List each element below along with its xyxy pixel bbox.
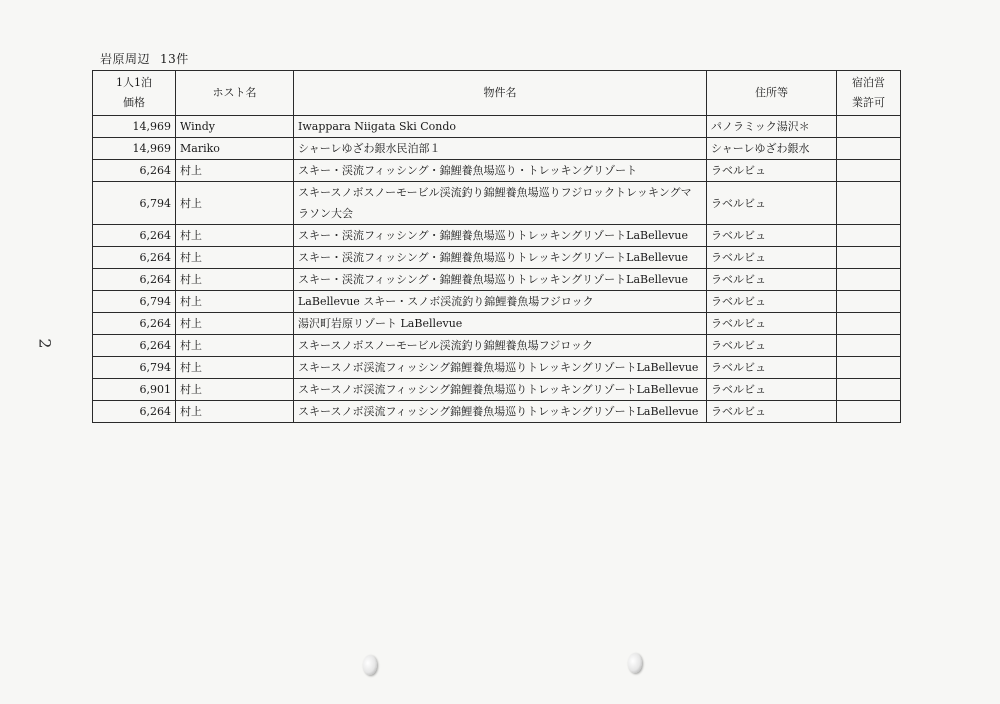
table-header-row — [93, 71, 901, 116]
license-cell — [837, 379, 901, 401]
price-cell: 14,969 — [93, 138, 176, 160]
host-cell: 村上 — [176, 247, 294, 269]
host-cell: 村上 — [176, 401, 294, 423]
host-cell: 村上 — [176, 357, 294, 379]
license-cell — [837, 335, 901, 357]
address-cell: ラベルビュ — [707, 160, 837, 182]
property-name-cell: スキー・渓流フィッシング・錦鯉養魚場巡り・トレッキングリゾート — [294, 160, 707, 182]
property-name-cell: LaBellevue スキー・スノボ渓流釣り錦鯉養魚場フジロック — [294, 291, 707, 313]
property-name-cell: スキー・渓流フィッシング・錦鯉養魚場巡りトレッキングリゾートLaBellevue — [294, 225, 707, 247]
section-title: 岩原周辺 — [100, 52, 151, 66]
header-price — [93, 71, 176, 116]
address-cell: ラベルビュ — [707, 225, 837, 247]
host-cell: 村上 — [176, 291, 294, 313]
table-row — [93, 401, 901, 423]
property-name-cell: Iwappara Niigata Ski Condo — [294, 116, 707, 138]
license-cell — [837, 269, 901, 291]
host-cell: 村上 — [176, 160, 294, 182]
price-cell: 6,264 — [93, 160, 176, 182]
price-cell: 6,264 — [93, 313, 176, 335]
address-cell: ラベルビュ — [707, 269, 837, 291]
table-row — [93, 269, 901, 291]
address-cell: ラベルビュ — [707, 357, 837, 379]
address-cell: ラベルビュ — [707, 182, 837, 225]
property-name-cell: シャーレゆざわ銀水民泊部１ — [294, 138, 707, 160]
table-row — [93, 247, 901, 269]
host-cell: 村上 — [176, 313, 294, 335]
header-license-line1: 宿泊営 — [852, 76, 885, 89]
table-row — [93, 116, 901, 138]
header-property: 物件名 — [294, 71, 707, 116]
address-cell: ラベルビュ — [707, 379, 837, 401]
price-cell: 6,794 — [93, 291, 176, 313]
host-cell: 村上 — [176, 379, 294, 401]
address-cell: ラベルビュ — [707, 247, 837, 269]
license-cell — [837, 116, 901, 138]
header-price-line1: 1人1泊 — [116, 76, 152, 89]
host-cell: 村上 — [176, 225, 294, 247]
address-cell: ラベルビュ — [707, 335, 837, 357]
property-name-cell: スキースノボ渓流フィッシング錦鯉養魚場巡りトレッキングリゾートLaBellevue — [294, 401, 707, 423]
price-cell: 6,794 — [93, 357, 176, 379]
license-cell — [837, 182, 901, 225]
host-cell: Mariko — [176, 138, 294, 160]
price-cell: 6,264 — [93, 225, 176, 247]
table-row — [93, 379, 901, 401]
header-license — [837, 71, 901, 116]
listing-count: 13件 — [160, 52, 189, 66]
header-license-line2: 業許可 — [852, 96, 885, 109]
property-name-cell: スキー・渓流フィッシング・錦鯉養魚場巡りトレッキングリゾートLaBellevue — [294, 269, 707, 291]
license-cell — [837, 160, 901, 182]
address-cell: ラベルビュ — [707, 313, 837, 335]
table-row — [93, 357, 901, 379]
license-cell — [837, 225, 901, 247]
host-cell: Windy — [176, 116, 294, 138]
punch-hole-right — [628, 653, 642, 673]
punch-hole-left — [363, 655, 377, 675]
table-row — [93, 313, 901, 335]
listing-table — [92, 70, 901, 423]
price-cell: 6,264 — [93, 335, 176, 357]
page-number-mark: 2 — [35, 338, 55, 349]
price-cell: 6,794 — [93, 182, 176, 225]
table-row — [93, 182, 901, 225]
header-host: ホスト名 — [176, 71, 294, 116]
address-cell: シャーレゆざわ銀水 — [707, 138, 837, 160]
address-cell: ラベルビュ — [707, 291, 837, 313]
license-cell — [837, 313, 901, 335]
table-body — [93, 116, 901, 423]
property-name-cell: 湯沢町岩原リゾート LaBellevue — [294, 313, 707, 335]
host-cell: 村上 — [176, 269, 294, 291]
price-cell: 14,969 — [93, 116, 176, 138]
address-cell: ラベルビュ — [707, 401, 837, 423]
table-row — [93, 138, 901, 160]
price-cell: 6,264 — [93, 247, 176, 269]
property-name-cell: スキースノボスノーモービル渓流釣り錦鯉養魚場フジロック — [294, 335, 707, 357]
table-row — [93, 291, 901, 313]
section-heading — [100, 50, 189, 67]
license-cell — [837, 357, 901, 379]
license-cell — [837, 138, 901, 160]
property-name-cell: スキースノボスノーモービル渓流釣り錦鯉養魚場巡りフジロックトレッキングマラソン大会 — [294, 182, 707, 225]
table-row — [93, 160, 901, 182]
price-cell: 6,264 — [93, 401, 176, 423]
header-price-line2: 価格 — [123, 96, 145, 109]
property-name-cell: スキー・渓流フィッシング・錦鯉養魚場巡りトレッキングリゾートLaBellevue — [294, 247, 707, 269]
price-cell: 6,264 — [93, 269, 176, 291]
host-cell: 村上 — [176, 335, 294, 357]
license-cell — [837, 247, 901, 269]
header-address: 住所等 — [707, 71, 837, 116]
address-cell: パノラミック湯沢＊ — [707, 116, 837, 138]
price-cell: 6,901 — [93, 379, 176, 401]
license-cell — [837, 401, 901, 423]
table-row — [93, 225, 901, 247]
property-name-cell: スキースノボ渓流フィッシング錦鯉養魚場巡りトレッキングリゾートLaBellevue — [294, 357, 707, 379]
license-cell — [837, 291, 901, 313]
property-name-cell: スキースノボ渓流フィッシング錦鯉養魚場巡りトレッキングリゾートLaBellevue — [294, 379, 707, 401]
host-cell: 村上 — [176, 182, 294, 225]
table-row — [93, 335, 901, 357]
